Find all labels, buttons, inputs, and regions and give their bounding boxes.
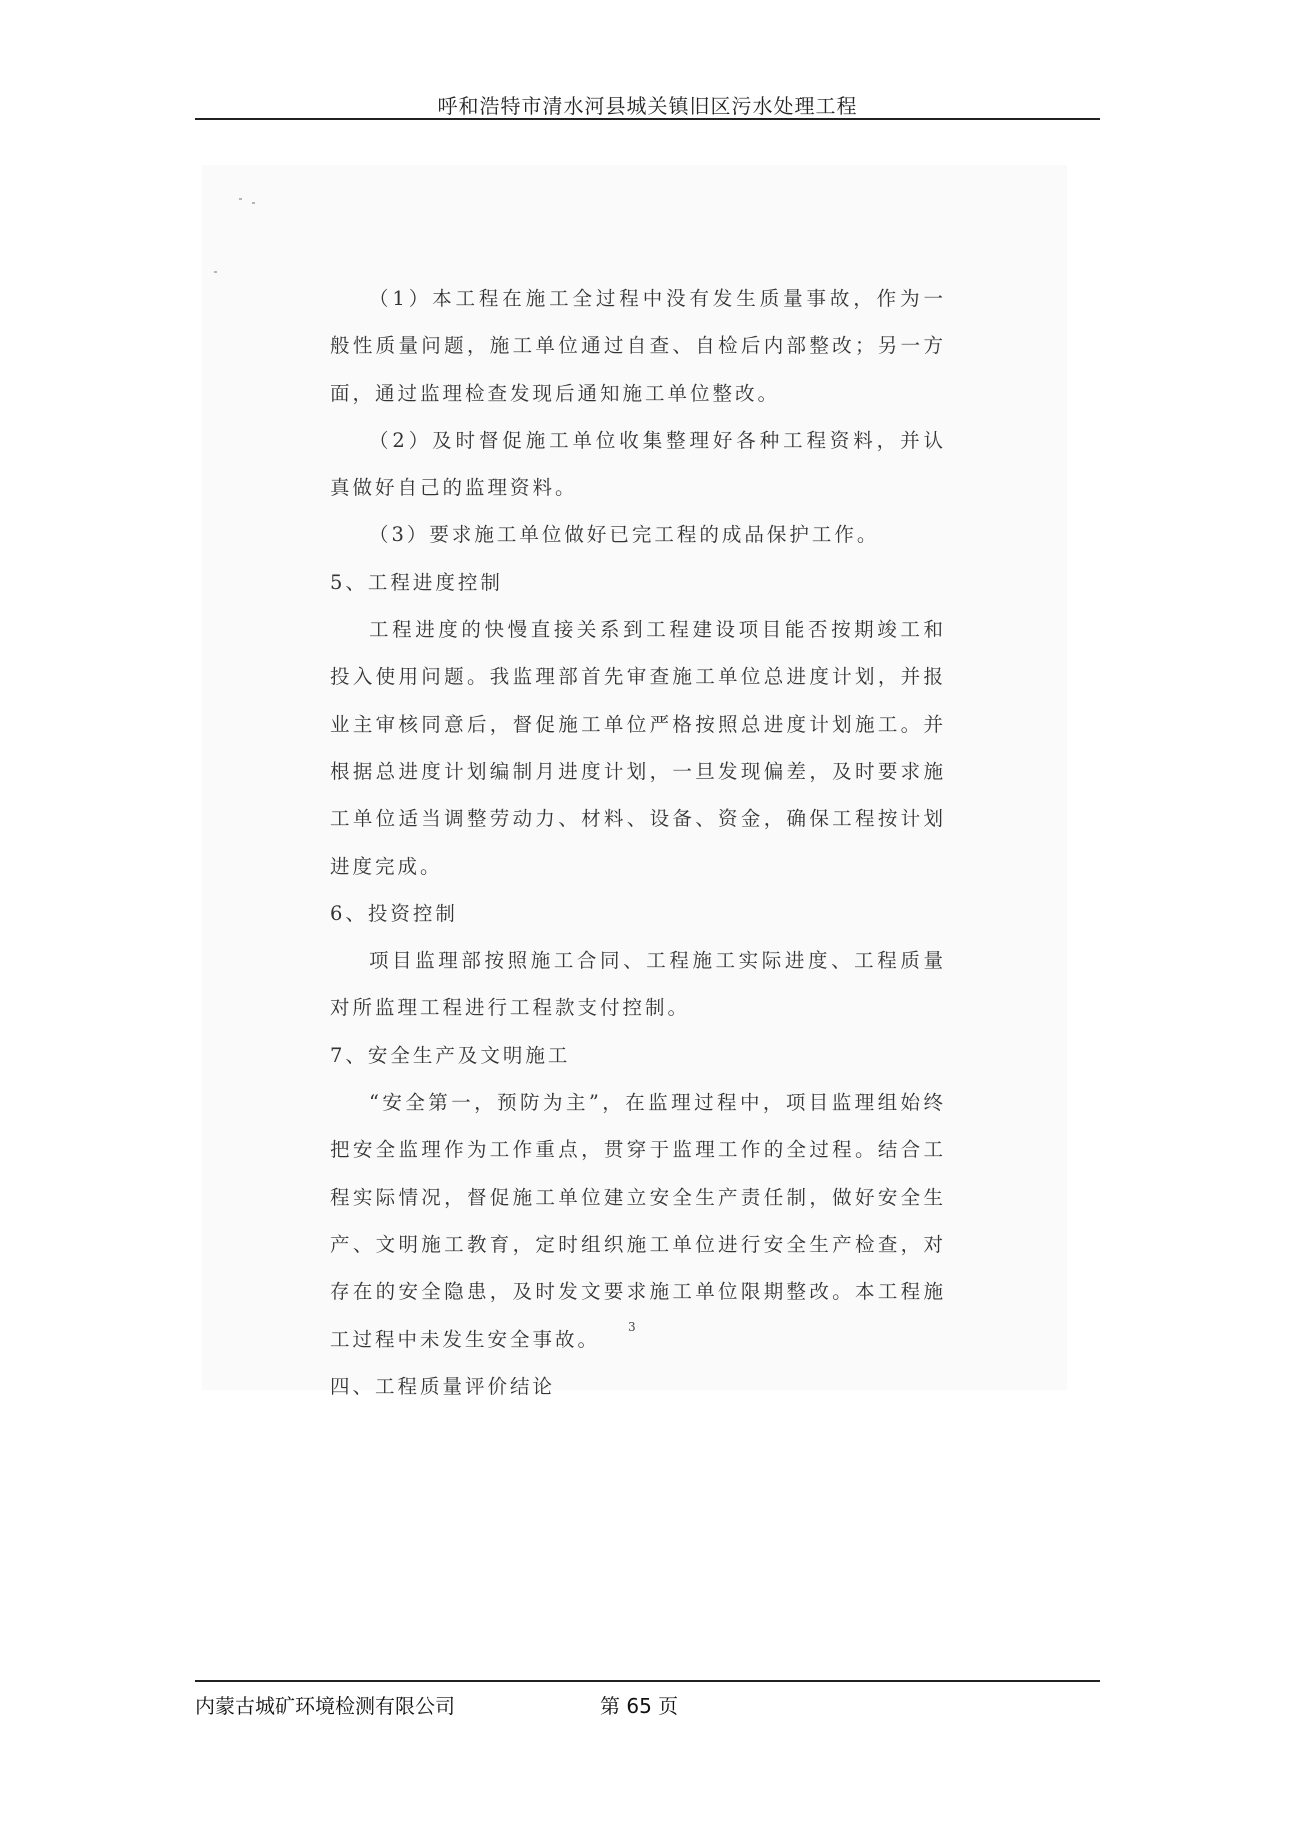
scan-speck — [239, 198, 242, 200]
paragraph: （3）要求施工单位做好已完工程的成品保护工作。 — [369, 523, 880, 547]
scan-speck — [252, 202, 255, 204]
footer-page-number: 第 65 页 — [600, 1694, 679, 1718]
section-heading: 6、投资控制 — [330, 901, 458, 925]
scan-speck — [214, 271, 217, 273]
section-heading: 四、工程质量评价结论 — [330, 1374, 556, 1398]
section-heading: 7、安全生产及文明施工 — [330, 1043, 571, 1067]
inner-page-number: 3 — [628, 1320, 636, 1334]
document-body — [330, 275, 946, 1410]
header-divider — [195, 118, 1100, 120]
paragraph: “安全第一，预防为主”，在监理过程中，项目监理组始终把安全监理作为工作重点，贯穿于监理工作的全过程。结合工程实际情况，督促施工单位建立安全生产责任制，做好安全生产、文明施工教育，定时组织施工单位进行安全生产检查，对存在的安全隐患，及时发文要求施工单位限期整改。本工程施工过程中未发生安全事故。 — [330, 1091, 946, 1351]
section-heading: 5、工程进度控制 — [330, 570, 503, 594]
paragraph: （2）及时督促施工单位收集整理好各种工程资料，并认真做好自己的监理资料。 — [330, 428, 946, 500]
paragraph: 工程进度的快慢直接关系到工程建设项目能否按期竣工和投入使用问题。我监理部首先审查施工单位总进度计划，并报业主审核同意后，督促施工单位严格按照总进度计划施工。并根据总进度计划编制月进度计划，一旦发现偏差，及时要求施工单位适当调整劳动力、材料、设备、资金，确保工程按计划进度完成。 — [330, 618, 946, 878]
footer-divider — [195, 1680, 1100, 1682]
paragraph: 项目监理部按照施工合同、工程施工实际进度、工程质量对所监理工程进行工程款支付控制。 — [330, 949, 946, 1020]
document-header-title: 呼和浩特市清水河县城关镇旧区污水处理工程 — [437, 94, 858, 118]
paragraph: （1）本工程在施工全过程中没有发生质量事故，作为一般性质量问题，施工单位通过自查、自检后内部整改；另一方面，通过监理检查发现后通知施工单位整改。 — [330, 287, 946, 405]
footer-company-name: 内蒙古城矿环境检测有限公司 — [195, 1694, 455, 1718]
